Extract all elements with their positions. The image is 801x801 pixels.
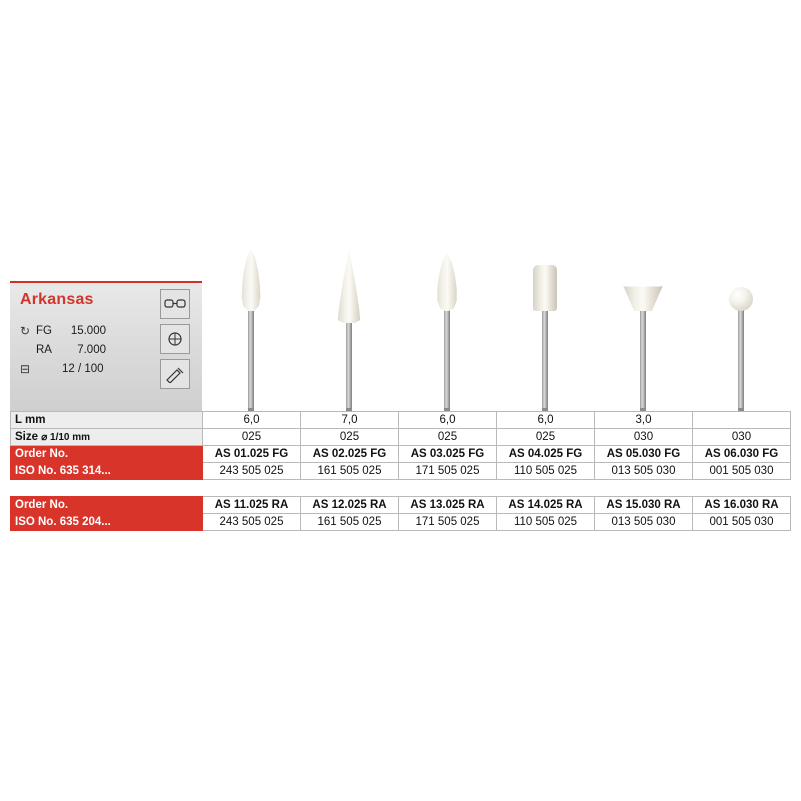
spec-row-packaging — [20, 359, 114, 378]
instrument-cone-point — [300, 253, 398, 411]
cell-iso-ra-4: 110 505 025 — [497, 514, 595, 531]
cell-order-ra-6: AS 16.030 RA — [693, 497, 791, 514]
cell-size-2: 025 — [301, 429, 399, 446]
cell-length-4: 6,0 — [497, 412, 595, 429]
shank — [444, 299, 450, 411]
cell-iso-fg-6: 001 505 030 — [693, 463, 791, 480]
table-row-spacer — [11, 480, 791, 497]
cell-iso-ra-1: 243 505 025 — [203, 514, 301, 531]
table-row-iso-ra — [11, 514, 791, 531]
cell-order-ra-1: AS 11.025 RA — [203, 497, 301, 514]
spec-key-ra: RA — [36, 343, 52, 356]
cell-order-fg-3: AS 03.025 FG — [399, 446, 497, 463]
spacer-cell — [11, 480, 791, 497]
cell-order-fg-2: AS 02.025 FG — [301, 446, 399, 463]
head-flame-medium — [434, 253, 461, 311]
cell-iso-ra-6: 001 505 030 — [693, 514, 791, 531]
cell-order-fg-5: AS 05.030 FG — [595, 446, 693, 463]
row-label-order-ra: Order No. — [11, 497, 203, 514]
shank — [542, 299, 548, 411]
cell-iso-fg-1: 243 505 025 — [203, 463, 301, 480]
product-title: Arkansas — [20, 291, 94, 308]
cell-order-ra-4: AS 14.025 RA — [497, 497, 595, 514]
cell-order-fg-6: AS 06.030 FG — [693, 446, 791, 463]
instrument-illustrations — [202, 253, 791, 411]
cell-length-5: 3,0 — [595, 412, 693, 429]
cell-order-ra-5: AS 15.030 RA — [595, 497, 693, 514]
cell-iso-fg-3: 171 505 025 — [399, 463, 497, 480]
row-label-size — [11, 429, 203, 446]
cell-iso-fg-5: 013 505 030 — [595, 463, 693, 480]
table-row-order-fg — [11, 446, 791, 463]
shank — [248, 299, 254, 411]
instrument-inverted-cone — [594, 253, 692, 411]
cell-iso-ra-5: 013 505 030 — [595, 514, 693, 531]
package-icon: ⊟ — [20, 361, 31, 376]
row-label-length: L mm — [11, 412, 203, 429]
speed-icon: ↻ — [20, 323, 31, 338]
spec-row-fg — [20, 321, 114, 340]
shank — [640, 299, 646, 411]
product-datasheet — [10, 253, 791, 531]
cell-iso-ra-3: 171 505 025 — [399, 514, 497, 531]
size-label-text: Size — [15, 431, 39, 443]
cell-order-fg-4: AS 04.025 FG — [497, 446, 595, 463]
pictogram-group — [160, 289, 194, 394]
head-cylinder — [533, 265, 557, 311]
spec-value-packaging: 12 / 100 — [62, 362, 104, 375]
row-label-order-fg: Order No. — [11, 446, 203, 463]
cell-length-3: 6,0 — [399, 412, 497, 429]
shank — [346, 311, 352, 411]
instrument-flame-medium — [398, 253, 496, 411]
cell-order-ra-2: AS 12.025 RA — [301, 497, 399, 514]
cell-order-ra-3: AS 13.025 RA — [399, 497, 497, 514]
row-label-iso-fg: ISO No. 635 314... — [11, 463, 203, 480]
cell-length-1: 6,0 — [203, 412, 301, 429]
diameter-icon: ⌀ — [41, 432, 51, 443]
head-ball — [729, 287, 753, 311]
polishing-icon — [160, 324, 190, 354]
table-row-iso-fg — [11, 463, 791, 480]
cell-size-4: 025 — [497, 429, 595, 446]
table-row-order-ra — [11, 497, 791, 514]
instrument-cylinder — [496, 253, 594, 411]
cell-size-3: 025 — [399, 429, 497, 446]
specification-table — [10, 411, 791, 531]
spec-value-ra: 7.000 — [77, 343, 106, 356]
cell-size-6: 030 — [693, 429, 791, 446]
spec-list — [20, 321, 114, 378]
spec-row-ra — [20, 340, 114, 359]
spec-value-fg: 15.000 — [70, 324, 106, 337]
spec-key-fg: FG — [36, 324, 52, 337]
table-row-size — [11, 429, 791, 446]
head-inverted-cone — [623, 285, 663, 311]
cell-iso-fg-2: 161 505 025 — [301, 463, 399, 480]
cell-iso-ra-2: 161 505 025 — [301, 514, 399, 531]
head-cone-point — [335, 249, 363, 323]
shank — [738, 299, 744, 411]
cell-size-1: 025 — [203, 429, 301, 446]
goggles-icon — [160, 289, 190, 319]
instrument-flame-long — [202, 253, 300, 411]
cell-order-fg-1: AS 01.025 FG — [203, 446, 301, 463]
head-flame-long — [238, 249, 264, 311]
cell-iso-fg-4: 110 505 025 — [497, 463, 595, 480]
cell-size-5: 030 — [595, 429, 693, 446]
cell-length-2: 7,0 — [301, 412, 399, 429]
cell-length-6 — [693, 412, 791, 429]
instrument-ball — [692, 253, 790, 411]
row-label-iso-ra: ISO No. 635 204... — [11, 514, 203, 531]
table-row-length — [11, 412, 791, 429]
info-panel — [10, 281, 202, 411]
handpiece-icon — [160, 359, 190, 389]
size-label-unit: 1/10 mm — [50, 432, 91, 443]
